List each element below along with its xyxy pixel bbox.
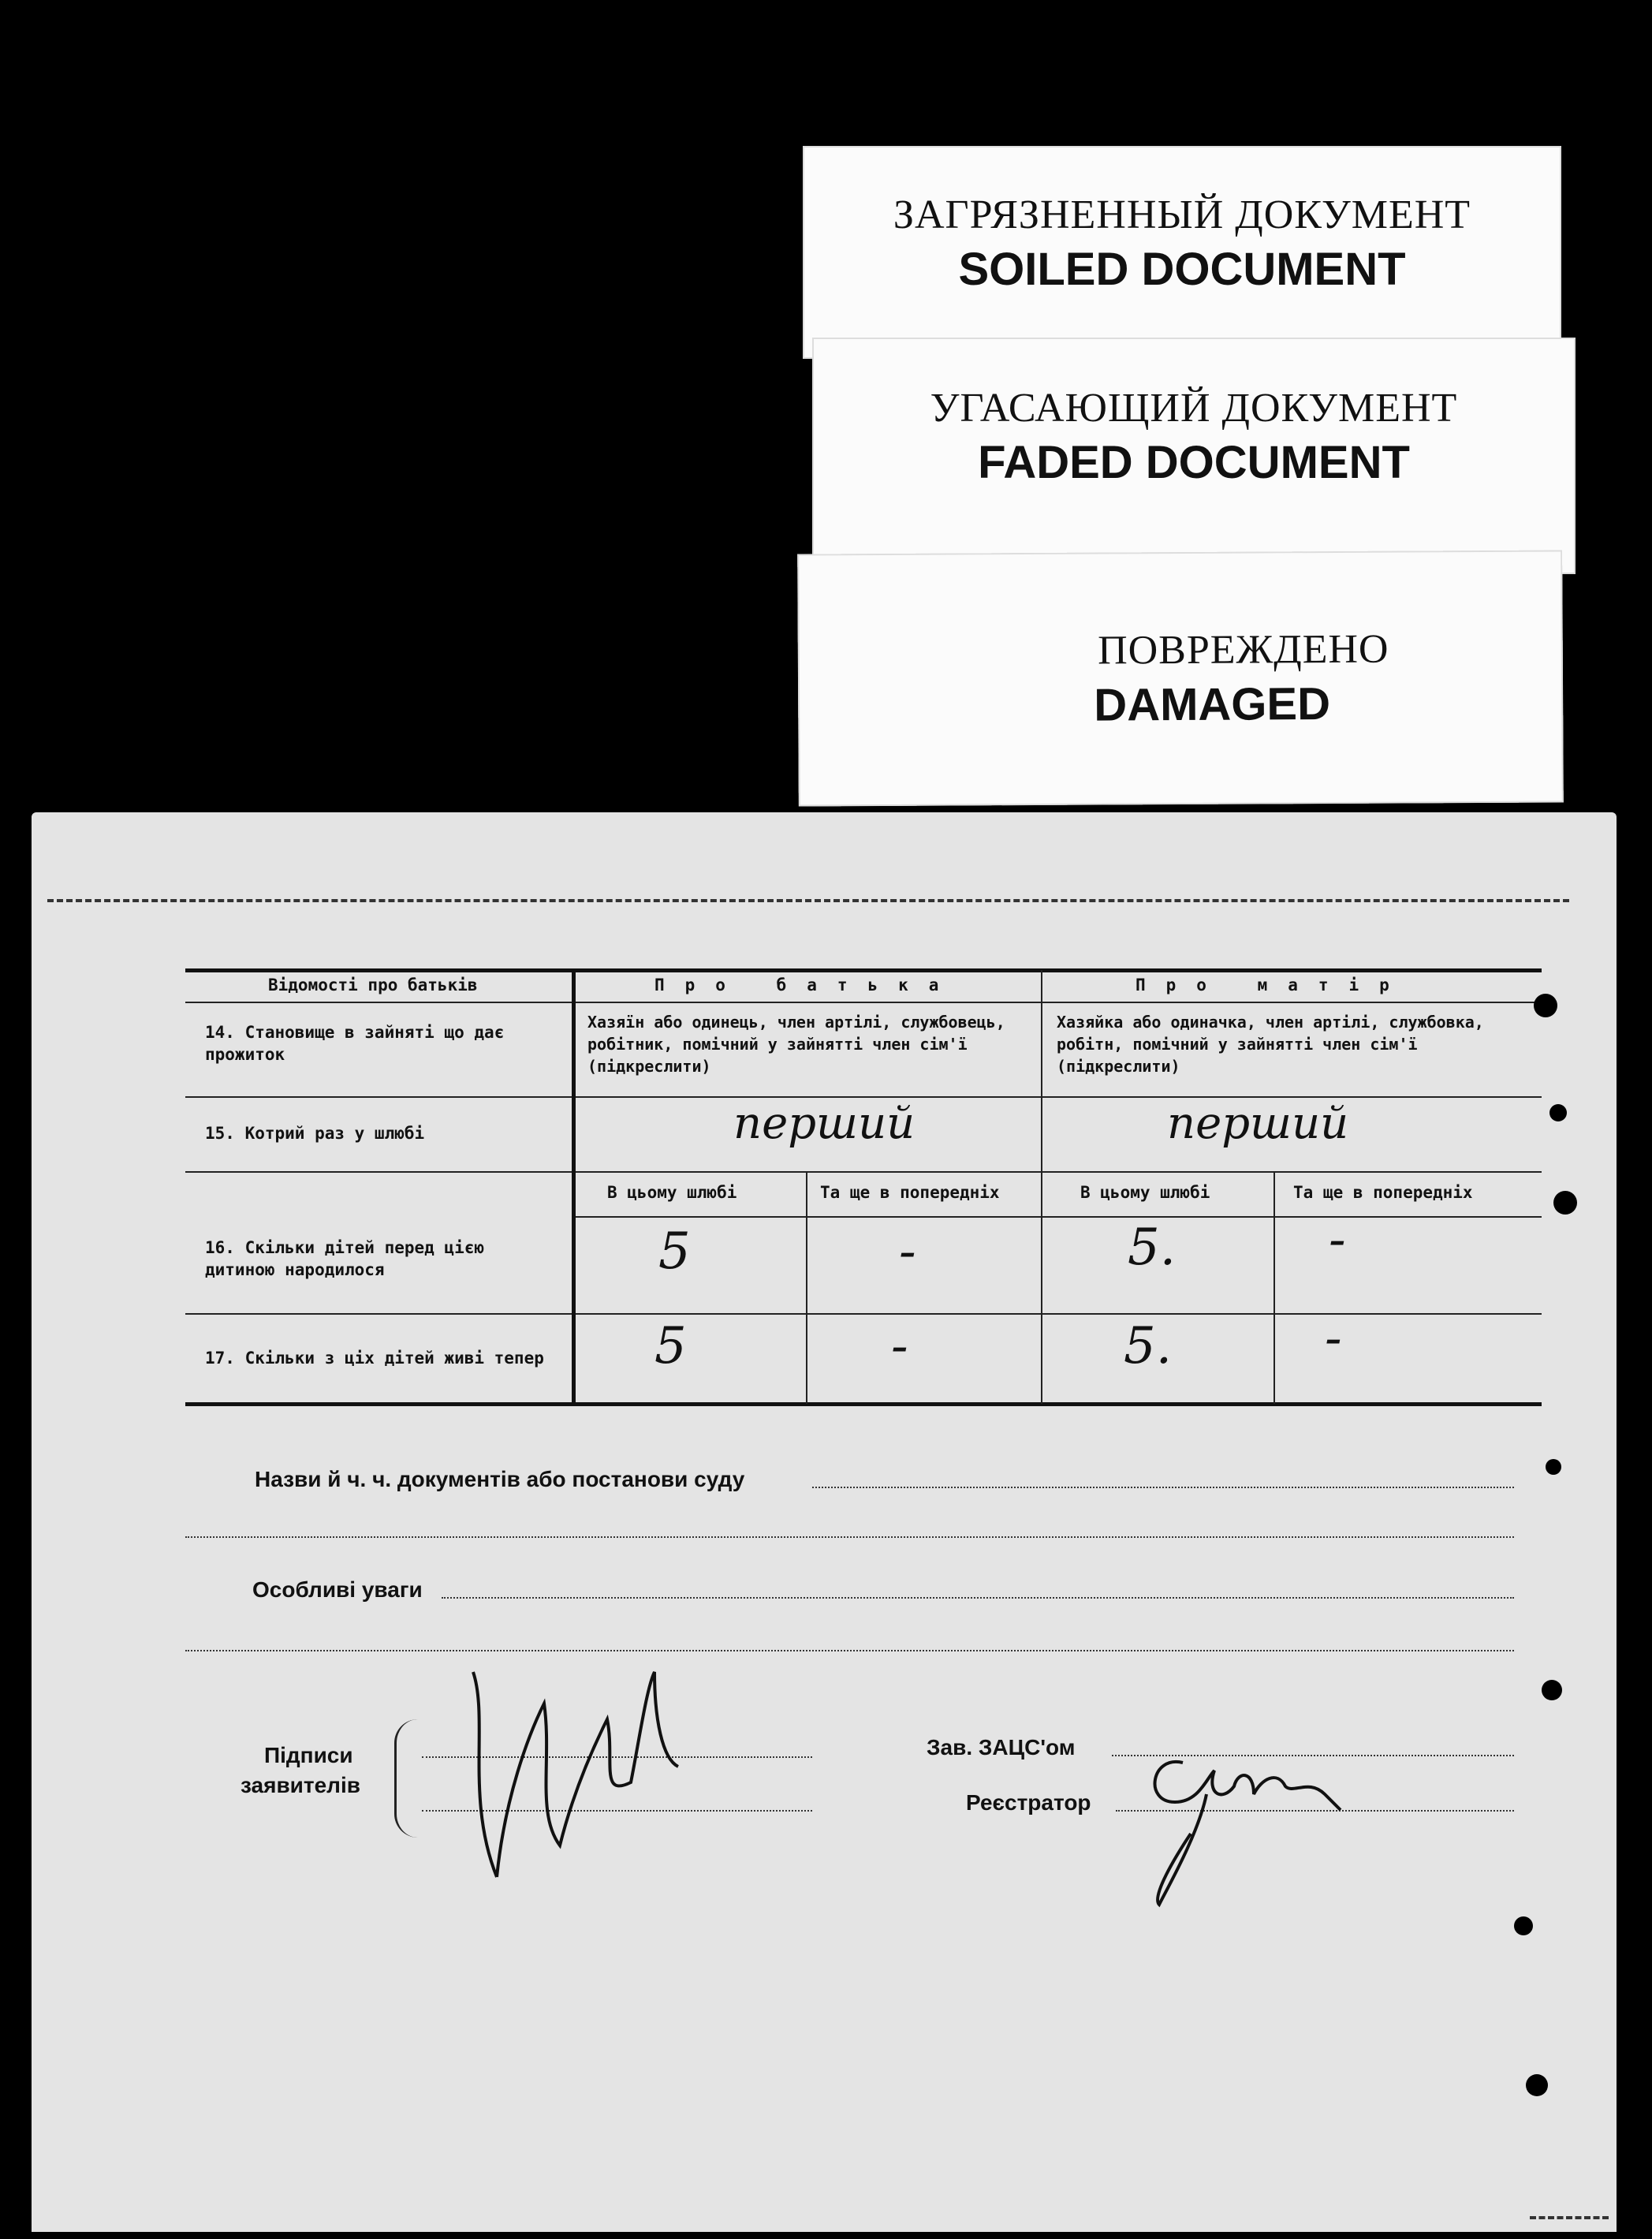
signatures-bracket (394, 1719, 420, 1838)
soiled-label-ru: ЗАГРЯЗНЕННЫЙ ДОКУМЕНТ (893, 192, 1471, 237)
row17-father-this: 5 (654, 1317, 687, 1375)
faded-label-ru: УГАСАЮЩИЙ ДОКУМЕНТ (930, 386, 1458, 431)
header-col-label: Відомості про батьків (268, 976, 478, 994)
header-mother: Про матір (1136, 976, 1410, 994)
row15-label: 15. Котрий раз у шлюбі (205, 1124, 425, 1143)
soiled-label-en: SOILED DOCUMENT (958, 244, 1406, 295)
damaged-label-en: DAMAGED (1094, 678, 1331, 731)
notes-line-2 (185, 1650, 1514, 1651)
row16-father-previous: - (899, 1222, 916, 1281)
father-this-marriage-header: В цьому шлюбі (607, 1183, 737, 1202)
damage-hole (1549, 1104, 1567, 1121)
row15-mother-value: перший (1167, 1098, 1349, 1149)
row16-label: 16. Скільки дітей перед цією дитиною народилося (205, 1238, 485, 1279)
bottom-tear-line (1530, 2216, 1609, 2219)
damaged-label-ru: ПОВРЕЖДЕНО (1097, 626, 1389, 674)
registrar-signature (1120, 1739, 1372, 1920)
faded-document-label (812, 338, 1576, 574)
row14-mother-text: Хазяйка або одиначка, член артілі, службовка, робітн, помічний у зайнятті член сім'ї (підкреслити) (1057, 1013, 1484, 1076)
damage-hole (1542, 1680, 1562, 1700)
mother-this-marriage-header: В цьому шлюбі (1080, 1183, 1210, 1202)
row17-mother-this: 5. (1124, 1317, 1173, 1375)
table-bottom-border (185, 1402, 1542, 1406)
father-subcol-border (806, 1171, 807, 1404)
documents-line-1 (812, 1487, 1514, 1488)
row16-mother-this: 5. (1128, 1218, 1177, 1277)
mother-subcol-border (1273, 1171, 1275, 1404)
mother-previous-header: Та ще в попередніх (1293, 1183, 1473, 1202)
top-tear-line (47, 899, 1569, 902)
subheader-divider (576, 1216, 1542, 1218)
notes-line-1 (442, 1597, 1514, 1599)
documents-line-2 (185, 1536, 1514, 1538)
soiled-document-label (803, 146, 1561, 359)
form-sheet (32, 812, 1617, 2232)
row17-label: 17. Скільки з ціх дітей живі тепер (205, 1349, 544, 1368)
father-mother-border (1041, 970, 1042, 1404)
damage-hole (1553, 1191, 1577, 1215)
damage-hole (1546, 1459, 1561, 1475)
row14-father-text: Хазяїн або одинець, член артілі, службовець, робітник, помічний у зайнятті член сім'ї (підкреслити) (587, 1013, 1005, 1076)
row17-mother-previous: - (1325, 1309, 1342, 1368)
damage-hole (1526, 2074, 1548, 2096)
signatures-label-1: Підписи (264, 1743, 353, 1767)
row15-father-value: перший (733, 1098, 915, 1149)
signatures-label-2: заявителів (241, 1773, 360, 1797)
damaged-document-label (797, 550, 1564, 806)
documents-label: Назви й ч. ч. документів або постанови суду (255, 1467, 745, 1491)
father-previous-header: Та ще в попередніх (820, 1183, 1000, 1202)
row16-father-this: 5 (658, 1222, 691, 1281)
registrar-label: Реєстратор (966, 1790, 1091, 1815)
notes-label: Особливі уваги (252, 1577, 423, 1602)
row17-father-previous: - (891, 1317, 908, 1375)
applicant-signature (442, 1640, 694, 1901)
damage-hole (1534, 994, 1557, 1017)
label-col-border (572, 970, 576, 1404)
row15-divider (185, 1171, 1542, 1173)
table-top-border (185, 968, 1542, 972)
faded-label-en: FADED DOCUMENT (978, 437, 1410, 488)
header-divider (185, 1002, 1542, 1003)
row16-mother-previous: - (1329, 1211, 1346, 1269)
head-label: Зав. ЗАЦС'ом (927, 1735, 1076, 1759)
row14-label: 14. Становище в зайняті що дає прожиток (205, 1023, 505, 1064)
header-father: Про батька (654, 976, 960, 994)
damage-hole (1514, 1916, 1533, 1935)
